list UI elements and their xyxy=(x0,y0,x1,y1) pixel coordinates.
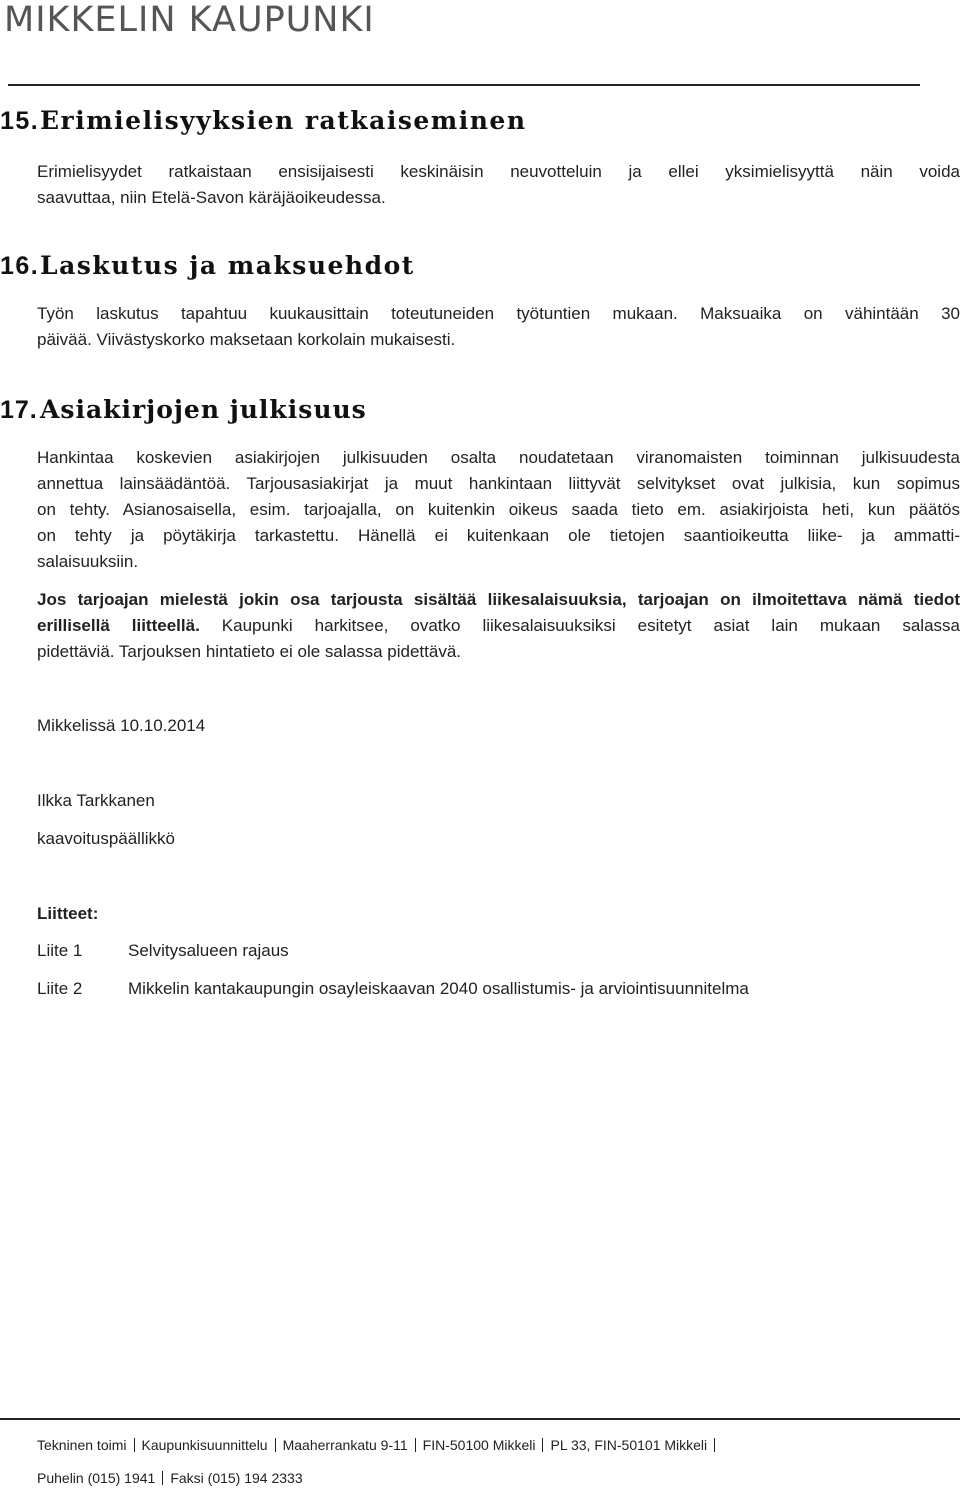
section-number: 15. xyxy=(0,107,40,135)
body-line: on tehty ja pöytäkirja tarkastettu. Hänellä ei kuitenkaan ole tietojen saantioikeutta liike- ja ammatti- xyxy=(37,526,960,545)
body-phrase: Kaupunki harkitsee, ovatko liikesalaisuuksiksi esitetyt asiat lain mukaan salassa xyxy=(199,616,960,635)
footer-address xyxy=(37,1437,722,1453)
attachment-item xyxy=(37,941,289,961)
section-number: 16. xyxy=(0,252,40,280)
signer-name: Ilkka Tarkkanen xyxy=(37,791,155,810)
attachment-item xyxy=(37,979,749,999)
attachment-text: Selvitysalueen rajaus xyxy=(128,941,289,960)
body-line: Työn laskutus tapahtuu kuukausittain toteutuneiden työtuntien mukaan. Maksuaika on vähintään 30 xyxy=(37,304,960,323)
section-16-body xyxy=(37,301,960,353)
footer-unit: Kaupunkisuunnittelu xyxy=(141,1437,268,1453)
city-logo: MIKKELIN KAUPUNKI xyxy=(4,0,375,40)
attachment-label: Liite 1 xyxy=(37,941,83,960)
footer-department: Tekninen toimi xyxy=(37,1437,127,1453)
section-title: Asiakirjojen julkisuus xyxy=(40,395,367,424)
document-date: Mikkelissä 10.10.2014 xyxy=(37,716,206,735)
body-line: päivää. Viivästyskorko maksetaan korkolain mukaisesti. xyxy=(37,330,456,349)
footer-separator xyxy=(542,1438,543,1452)
footer-separator xyxy=(714,1438,715,1452)
section-17-confidentiality xyxy=(37,587,960,665)
body-line: saavuttaa, niin Etelä-Savon käräjäoikeudessa. xyxy=(37,188,386,207)
section-17-body xyxy=(37,445,960,575)
footer-postcode: FIN-50100 Mikkeli xyxy=(422,1437,536,1453)
footer-contact xyxy=(37,1470,303,1486)
footer-pobox: PL 33, FIN-50101 Mikkeli xyxy=(550,1437,708,1453)
body-line: salaisuuksiin. xyxy=(37,552,139,571)
section-heading-17 xyxy=(0,395,367,425)
signer-title: kaavoituspäällikkö xyxy=(37,829,175,848)
section-heading-15 xyxy=(0,106,527,136)
footer-separator xyxy=(162,1471,163,1485)
section-15-body xyxy=(37,159,960,211)
section-number: 17. xyxy=(0,396,38,424)
footer-fax: Faksi (015) 194 2333 xyxy=(170,1470,303,1486)
section-title: Laskutus ja maksuehdot xyxy=(40,251,415,280)
footer-street: Maaherrankatu 9-11 xyxy=(282,1437,408,1453)
body-line: Erimielisyydet ratkaistaan ensisijaisesti keskinäisin neuvotteluin ja ellei yksimielisyyttä näin voida xyxy=(37,162,960,181)
footer-phone: Puhelin (015) 1941 xyxy=(37,1470,156,1486)
section-title: Erimielisyyksien ratkaiseminen xyxy=(40,106,527,135)
attachment-text: Mikkelin kantakaupungin osayleiskaavan 2040 osallistumis- ja arviointisuunnitelma xyxy=(128,979,749,998)
mixed-line xyxy=(37,613,960,639)
footer-separator xyxy=(415,1438,416,1452)
attachments-heading: Liitteet: xyxy=(37,904,99,923)
body-line: annettua lainsäädäntöä. Tarjousasiakirjat ja muut hankintaan liittyvät selvitykset ovat julkisia, kun sopimus xyxy=(37,474,960,493)
attachment-label: Liite 2 xyxy=(37,979,83,998)
header-divider xyxy=(8,84,920,86)
footer-separator xyxy=(134,1438,135,1452)
footer-divider xyxy=(0,1418,960,1420)
body-line: pidettäviä. Tarjouksen hintatieto ei ole salassa pidettävä. xyxy=(37,642,462,661)
bold-phrase: erillisellä liitteellä. xyxy=(37,616,200,635)
footer-separator xyxy=(275,1438,276,1452)
body-line: on tehty. Asianosaisella, esim. tarjoajalla, on kuitenkin oikeus saada tieto em. asiakirjoista heti, kun päätös xyxy=(37,500,960,519)
body-line: Hankintaa koskevien asiakirjojen julkisuuden osalta noudatetaan viranomaisten toiminnan julkisuudesta xyxy=(37,448,960,467)
bold-line: Jos tarjoajan mielestä jokin osa tarjousta sisältää liikesalaisuuksia, tarjoajan on ilmoitettava nämä tiedot xyxy=(37,590,960,609)
section-heading-16 xyxy=(0,251,415,281)
